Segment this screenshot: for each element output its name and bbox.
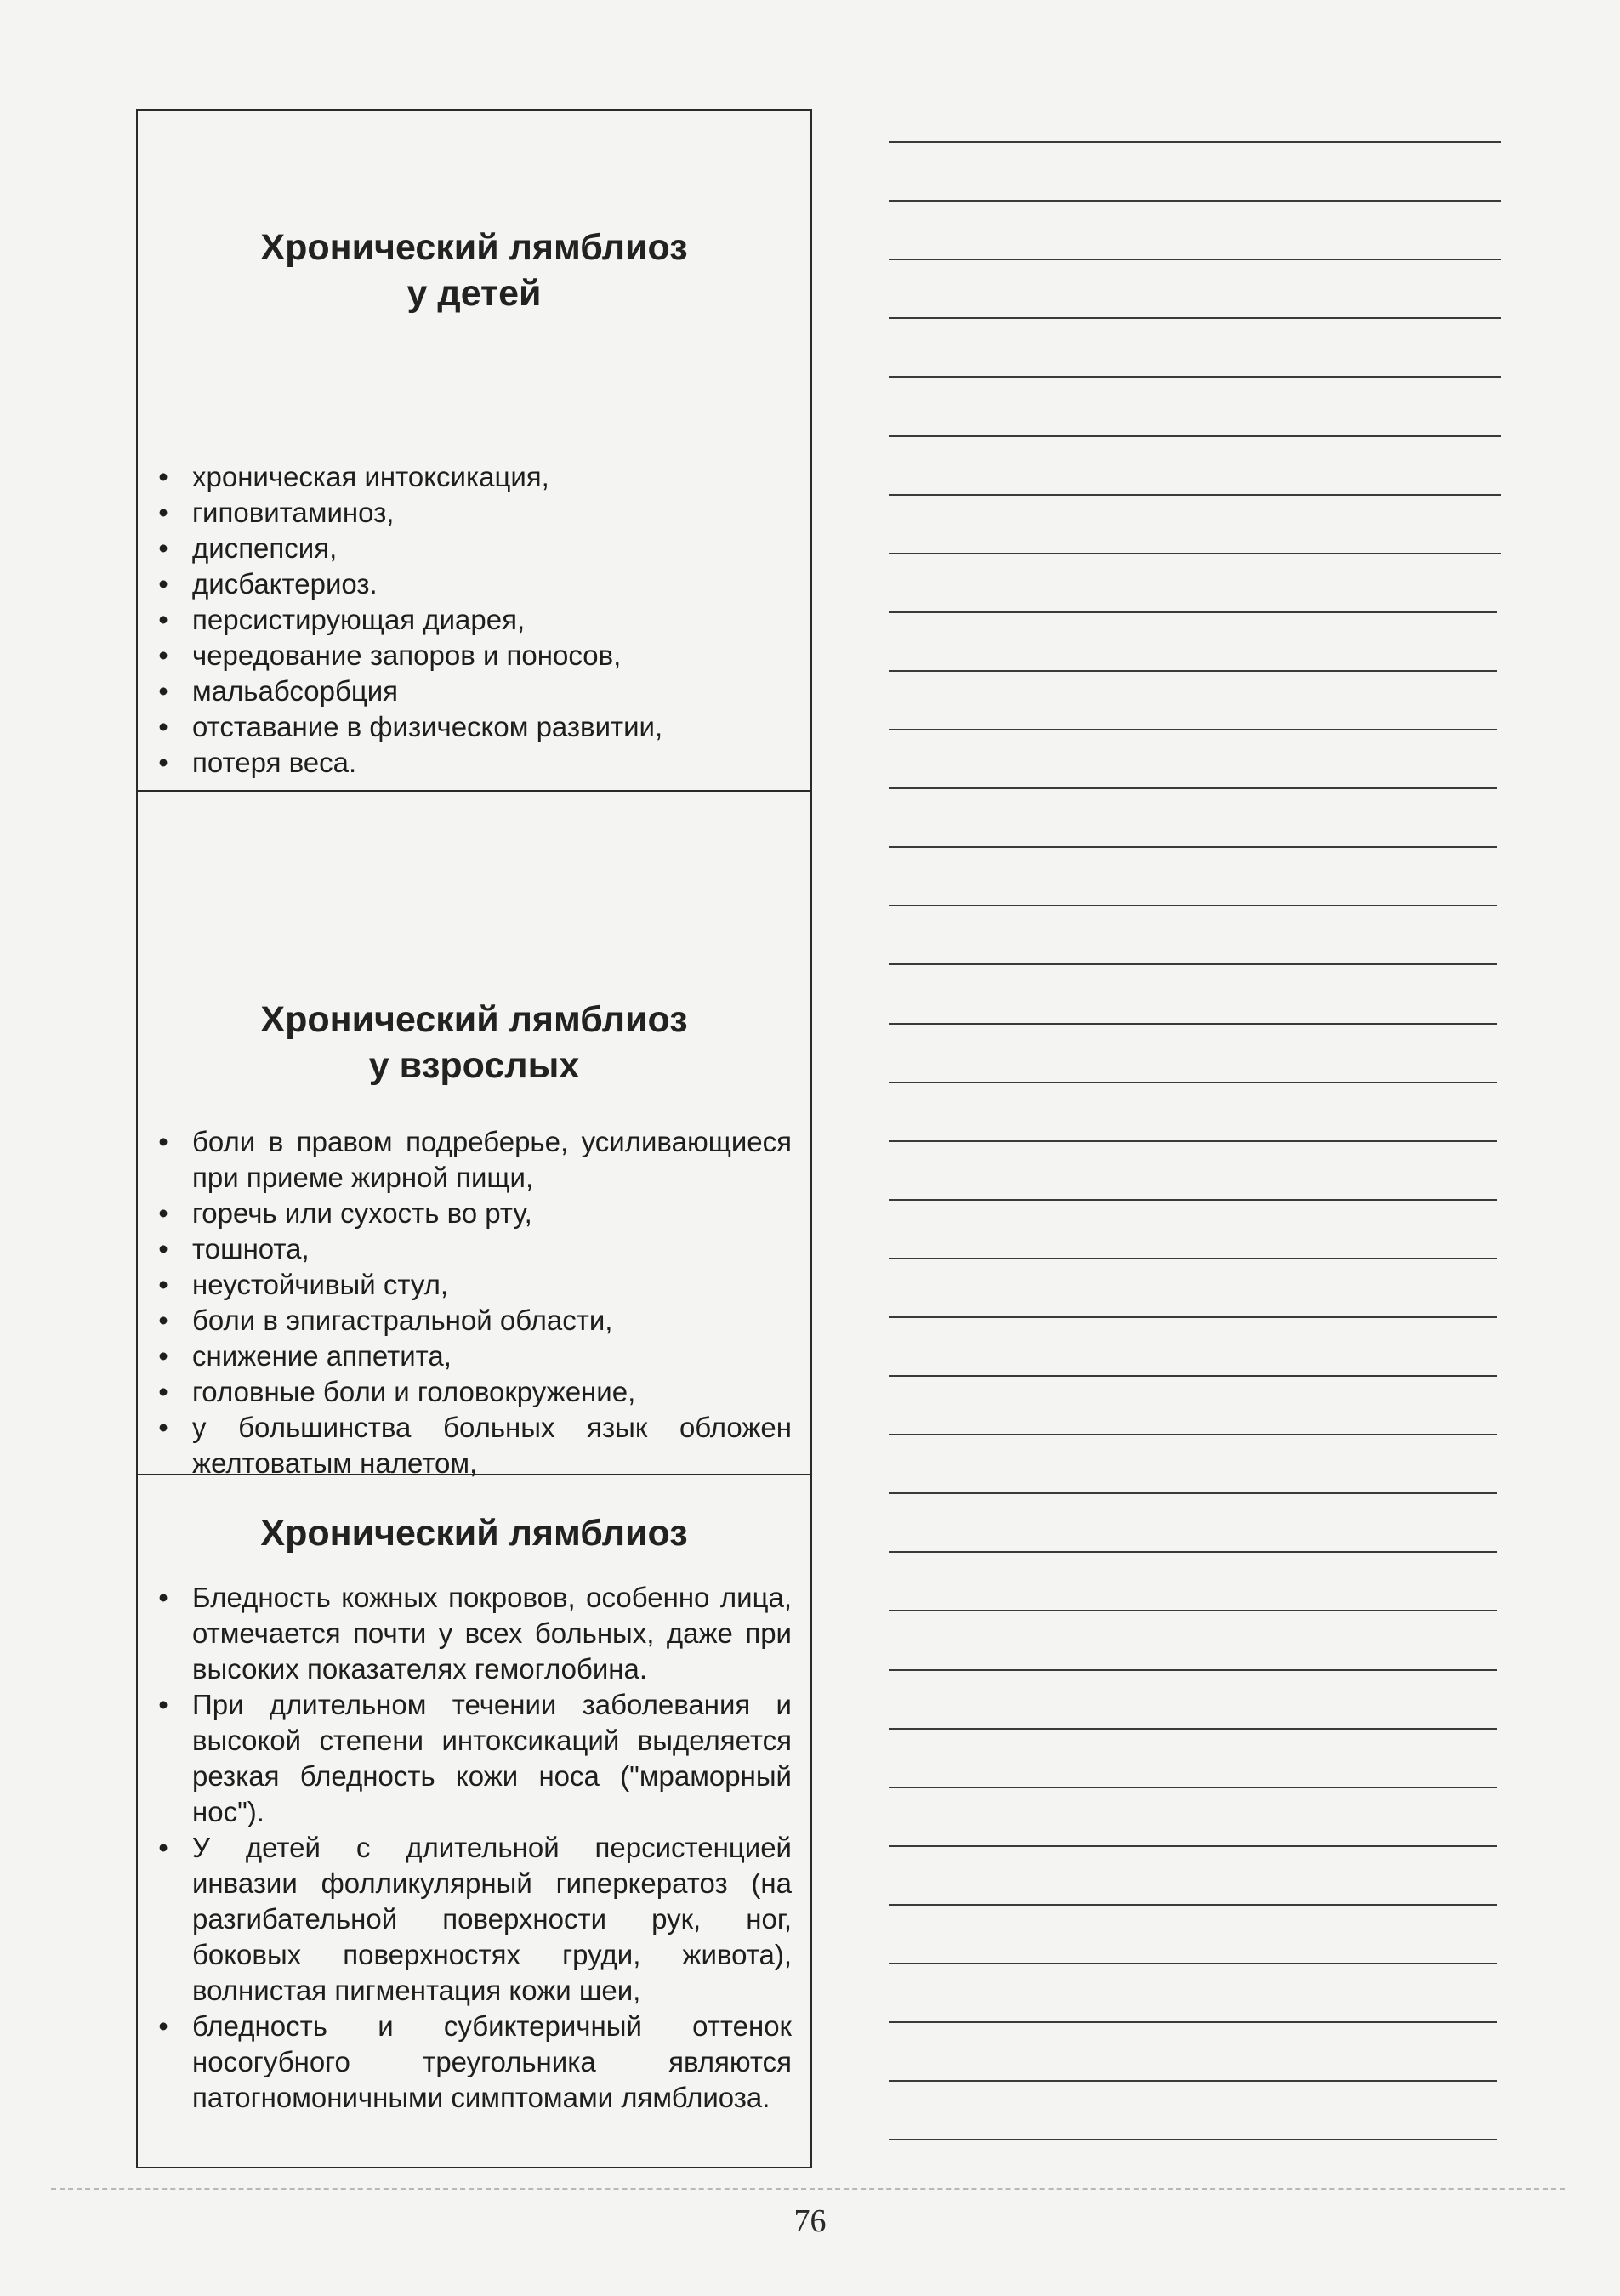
bullet-text: бледность и субиктеричный оттенок носогубного треугольника являются патогномоничными симптомами лямблиоза. [192,2010,792,2113]
note-line [889,1375,1497,1377]
bullet-text: При длительном течении заболевания и высокой степени интоксикаций выделяется резкая бледность кожи носа ("мраморный нос"). [192,1689,792,1827]
bullet-text: потеря веса. [192,747,357,778]
bullet-icon: • [158,1197,168,1229]
bullet-icon: • [158,1304,168,1336]
bullet-text: чередование запоров и поносов, [192,639,622,671]
bullet-item [138,1580,810,1687]
note-line [889,1492,1497,1494]
bullet-text: диспепсия, [192,532,338,564]
bullet-item [138,1338,810,1374]
bullet-icon: • [158,747,168,778]
bullet-icon: • [158,1582,168,1613]
bullet-text: персистирующая диарея, [192,604,526,635]
note-line [889,1669,1497,1671]
note-line [889,435,1501,437]
slide-title [138,224,810,316]
note-line [889,1140,1497,1142]
note-line [889,1963,1497,1964]
note-line [889,2021,1497,2023]
note-line [889,1845,1497,1847]
bullet-list [138,1124,810,1481]
note-line [889,963,1497,965]
slide-title-line: Хронический лямблиоз [260,1513,688,1554]
bullet-text: хроническая интоксикация, [192,461,549,492]
slide-title-line: Хронический лямблиоз [260,999,688,1040]
note-line [889,1434,1497,1435]
bullet-item [138,459,810,495]
bullet-icon: • [158,1689,168,1720]
note-line [889,1728,1497,1730]
note-line [889,670,1497,672]
bullet-icon: • [158,532,168,564]
bullet-icon: • [158,1340,168,1372]
bullet-text: неустойчивый стул, [192,1269,449,1300]
bullet-icon: • [158,1376,168,1407]
slide-title [138,997,810,1088]
bullet-item [138,531,810,566]
bullet-text: головные боли и головокружение, [192,1376,636,1407]
bullet-text: мальабсорбция [192,675,399,707]
bullet-item [138,709,810,745]
bullet-item [138,602,810,638]
bullet-text: боли в правом подреберье, усиливающиеся при приеме жирной пищи, [192,1126,792,1193]
bullet-item [138,1267,810,1303]
note-line [889,1258,1497,1259]
bullet-icon: • [158,711,168,742]
page-edge-divider [51,2188,1565,2190]
bullet-icon: • [158,1832,168,1863]
note-line [889,1551,1497,1553]
bullet-icon: • [158,639,168,671]
note-line [889,141,1501,143]
page-number: 76 [793,2203,827,2239]
bullet-icon: • [158,1269,168,1300]
note-line [889,846,1497,848]
bullet-item [138,1124,810,1196]
bullet-item [138,566,810,602]
note-line [889,2080,1497,2082]
note-line [889,611,1497,613]
bullet-list [138,459,810,781]
bullet-icon: • [158,1412,168,1443]
bullet-item [138,745,810,781]
bullet-text: тошнота, [192,1233,310,1265]
slide-title [138,1510,810,1556]
note-line [889,376,1501,378]
bullet-text: боли в эпигастральной области, [192,1304,613,1336]
bullet-list [138,1580,810,2116]
bullet-text: У детей с длительной персистенцией инвазии фолликулярный гиперкератоз (на разгибательной поверхности рук, ног, боковых поверхностях груди, живота), волнистая пигментация кожи шеи, [192,1832,792,2006]
bullet-item [138,495,810,531]
bullet-text: отставание в физическом развитии, [192,711,663,742]
slide-chronic-signs [138,1475,810,2167]
bullet-text: Бледность кожных покровов, особенно лица, отмечается почти у всех больных, даже при высоких показателях гемоглобина. [192,1582,792,1685]
note-line [889,1787,1497,1788]
bullet-item [138,1374,810,1410]
slide-adults [138,792,810,1479]
bullet-icon: • [158,461,168,492]
bullet-item [138,1303,810,1338]
bullet-icon: • [158,1126,168,1157]
bullet-text: дисбактериоз. [192,568,378,600]
slide-children [138,111,810,792]
bullet-icon: • [158,604,168,635]
note-line [889,787,1497,789]
bullet-icon: • [158,497,168,528]
bullet-icon: • [158,568,168,600]
note-line [889,1082,1497,1083]
note-line [889,1316,1497,1318]
note-line [889,1023,1497,1025]
bullet-text: горечь или сухость во рту, [192,1197,532,1229]
slide-title-line: у взрослых [368,1045,580,1086]
bullet-item [138,2009,810,2116]
bullet-icon: • [158,675,168,707]
note-line [889,2139,1497,2140]
note-line [889,259,1501,260]
note-line [889,1904,1497,1906]
slide-title-line: у детей [406,273,542,314]
bullet-item [138,1830,810,2009]
bullet-text: снижение аппетита, [192,1340,452,1372]
note-line [889,553,1501,554]
note-line [889,494,1501,496]
note-line [889,729,1497,730]
note-line [889,317,1501,319]
bullet-item [138,1231,810,1267]
notes-column [889,0,1501,2211]
bullet-item [138,1410,810,1481]
note-line [889,905,1497,906]
note-line [889,1610,1497,1611]
bullet-item [138,1196,810,1231]
note-line [889,200,1501,202]
bullet-item [138,638,810,673]
bullet-item [138,1687,810,1830]
note-line [889,1199,1497,1201]
bullet-text: у большинства больных язык обложен желтоватым налетом, [192,1412,792,1479]
bullet-text: гиповитаминоз, [192,497,395,528]
bullet-icon: • [158,2010,168,2042]
bullet-icon: • [158,1233,168,1265]
slide-title-line: Хронический лямблиоз [260,227,688,268]
bullet-item [138,673,810,709]
slides-frame [136,109,812,2168]
